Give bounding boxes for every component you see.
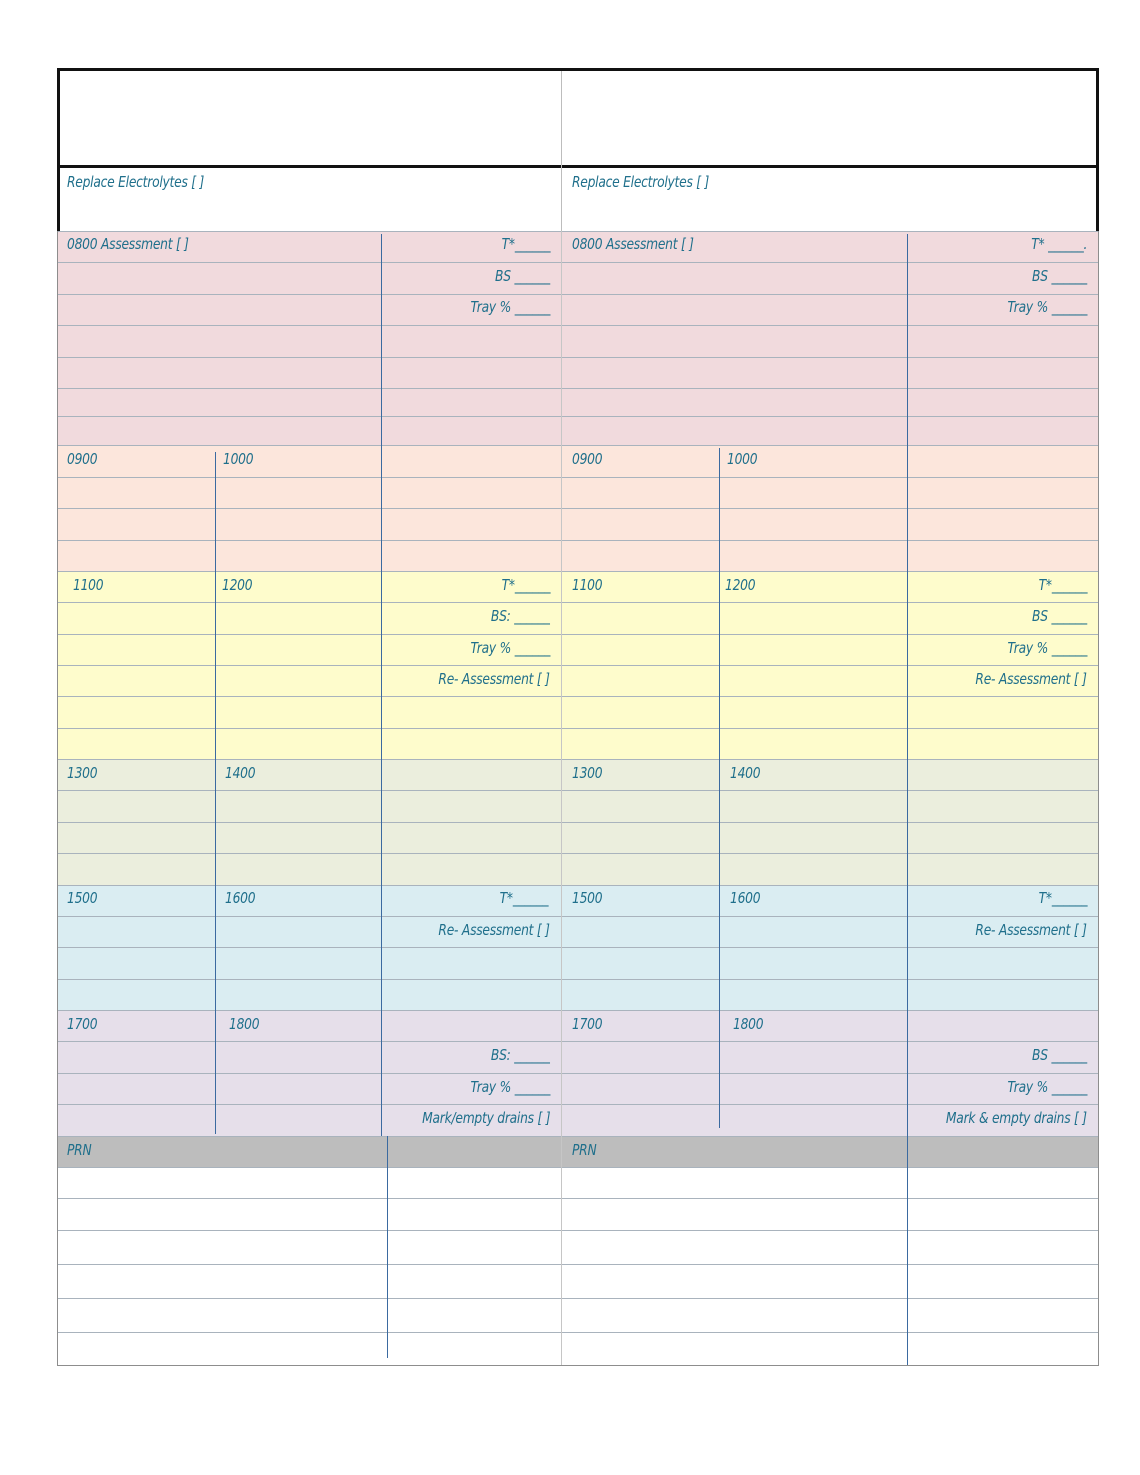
prn-label-left: PRN	[67, 1141, 92, 1159]
hour-1700-left: 1700	[67, 1015, 98, 1033]
hour-1300-left: 1300	[67, 764, 98, 782]
hour-1000-left: 1000	[223, 450, 254, 468]
temp-line-right: T* ______.	[1031, 235, 1087, 253]
tray-1100-right: Tray % ______	[1007, 639, 1087, 657]
bs-line-right: BS ______	[1032, 267, 1087, 285]
drains-1700-left: Mark/empty drains [ ]	[421, 1109, 550, 1127]
reassessment-1100-right: Re- Assessment [ ]	[975, 670, 1087, 688]
hour-1600-left: 1600	[225, 889, 256, 907]
hour-0900-right: 0900	[572, 450, 603, 468]
reassessment-1500-right: Re- Assessment [ ]	[975, 921, 1087, 939]
prn-label-right: PRN	[572, 1141, 597, 1159]
hour-1500-right: 1500	[572, 889, 603, 907]
temp-line-left: T*______	[501, 235, 550, 253]
bs-1700-right: BS ______	[1032, 1046, 1087, 1064]
hour-0900-left: 0900	[67, 450, 98, 468]
hour-1100-left: 1100	[73, 576, 104, 594]
temp-1500-left: T*______	[499, 889, 548, 907]
temp-1100-left: T*______	[501, 576, 550, 594]
replace-electrolytes-left: Replace Electrolytes [ ]	[67, 173, 205, 191]
temp-1500-right: T*______	[1038, 889, 1087, 907]
tray-1100-left: Tray % ______	[470, 639, 550, 657]
bs-1100-right: BS ______	[1032, 607, 1087, 625]
hour-1200-left: 1200	[222, 576, 253, 594]
assessment-0800-right: 0800 Assessment [ ]	[572, 235, 694, 253]
tray-line-right: Tray % ______	[1007, 298, 1087, 316]
drains-1700-right: Mark & empty drains [ ]	[946, 1109, 1087, 1127]
reassessment-1100-left: Re- Assessment [ ]	[438, 670, 550, 688]
band-0800	[57, 231, 1099, 445]
tray-line-left: Tray % ______	[470, 298, 550, 316]
hour-1000-right: 1000	[727, 450, 758, 468]
bs-1700-left: BS: ______	[491, 1046, 550, 1064]
hour-1800-left: 1800	[229, 1015, 260, 1033]
temp-1100-right: T*______	[1038, 576, 1087, 594]
tray-1700-left: Tray % ______	[470, 1078, 550, 1096]
hour-1100-right: 1100	[572, 576, 603, 594]
hour-1400-left: 1400	[225, 764, 256, 782]
bs-line-left: BS ______	[495, 267, 550, 285]
hour-1400-right: 1400	[730, 764, 761, 782]
bs-1100-left: BS: ______	[491, 607, 550, 625]
tray-1700-right: Tray % ______	[1007, 1078, 1087, 1096]
nursing-flowsheet	[57, 68, 1099, 1366]
hour-1200-right: 1200	[725, 576, 756, 594]
hour-1800-right: 1800	[733, 1015, 764, 1033]
header-box	[57, 68, 1099, 231]
hour-1700-right: 1700	[572, 1015, 603, 1033]
reassessment-1500-left: Re- Assessment [ ]	[438, 921, 550, 939]
assessment-0800-left: 0800 Assessment [ ]	[67, 235, 189, 253]
hour-1300-right: 1300	[572, 764, 603, 782]
replace-electrolytes-right: Replace Electrolytes [ ]	[572, 173, 710, 191]
hour-1500-left: 1500	[67, 889, 98, 907]
hour-1600-right: 1600	[730, 889, 761, 907]
